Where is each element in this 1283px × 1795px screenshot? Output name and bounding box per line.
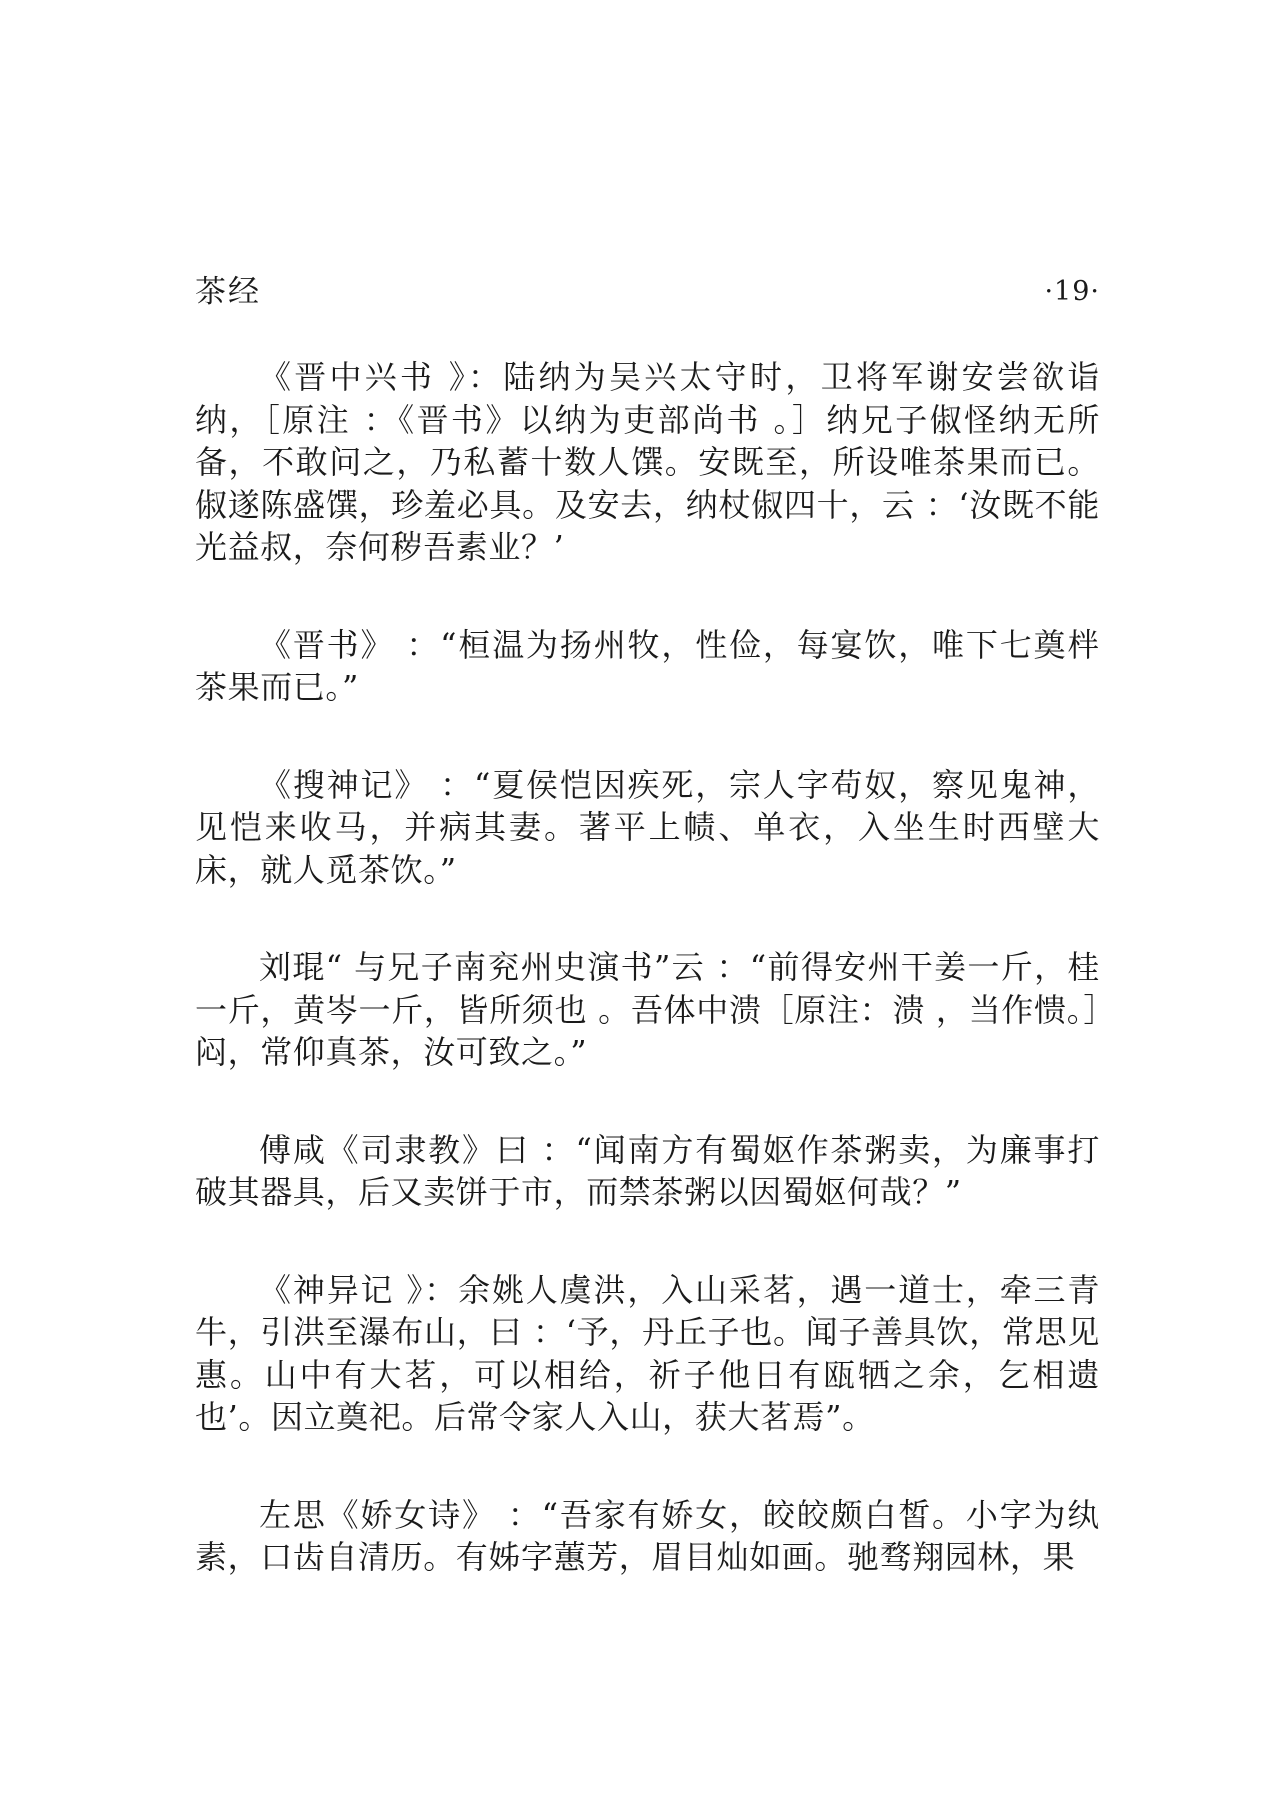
page-number: ·19·: [1044, 276, 1100, 307]
book-title: 茶经: [195, 274, 261, 310]
paragraph-zuo-si-jiaonv-shi: 左思《娇女诗》 ：“吾家有娇女，皎皎颇白皙。小字为纨素，口齿自清历。有姊字蕙芳，眉目灿如画。驰骛翔园林，果: [195, 1495, 1100, 1576]
running-head: [195, 272, 1100, 312]
paragraph-liu-kun-letter: 刘琨“ 与兄子南兖州史演书”云 ：“前得安州干姜一斤，桂一斤，黄岑一斤，皆所须也 。吾体中溃［原注：溃 ，当作愦。］闷，常仰真茶，汝可致之。”: [195, 948, 1100, 1071]
paragraph-shenyi-ji: 《神异记 》：余姚人虞洪，入山采茗，遇一道士，牵三青牛，引洪至瀑布山，曰 ：‘予，丹丘子也。闻子善具饮，常思见惠。山中有大茗，可以相给，祈子他日有瓯牺之余，乞相遗也’。因立奠祀。后常令家人入山，获大茗焉”。: [195, 1270, 1100, 1436]
paragraph-soushen-ji: 《搜神记》 ：“夏侯恺因疾死，宗人字苟奴，察见鬼神，见恺来收马，并病其妻。著平上帻、单衣，入坐生时西壁大床，就人觅茶饮。”: [195, 765, 1100, 889]
paragraph-jin-shu: 《晋书》 ：“桓温为扬州牧，性俭，每宴饮，唯下七奠柈茶果而已。”: [195, 625, 1100, 706]
paragraph-fu-xian-silijiao: 傅咸《司隶教》曰 ：“闻南方有蜀妪作茶粥卖，为廉事打破其器具，后又卖饼于市，而禁茶粥以因蜀妪何哉？”: [195, 1130, 1100, 1211]
body-text: [195, 356, 1100, 1634]
paragraph-jin-zhongxing-shu: 《晋中兴书 》：陆纳为吴兴太守时，卫将军谢安尝欲诣纳，［原注 ：《晋书》以纳为吏部尚书 。］纳兄子俶怪纳无所备，不敢问之，乃私蓄十数人馔。安既至，所设唯茶果而已。俶遂陈盛馔，珍羞必具。及安去，纳杖俶四十，云 ：‘汝既不能光益叔，奈何秽吾素业？’: [195, 358, 1100, 566]
